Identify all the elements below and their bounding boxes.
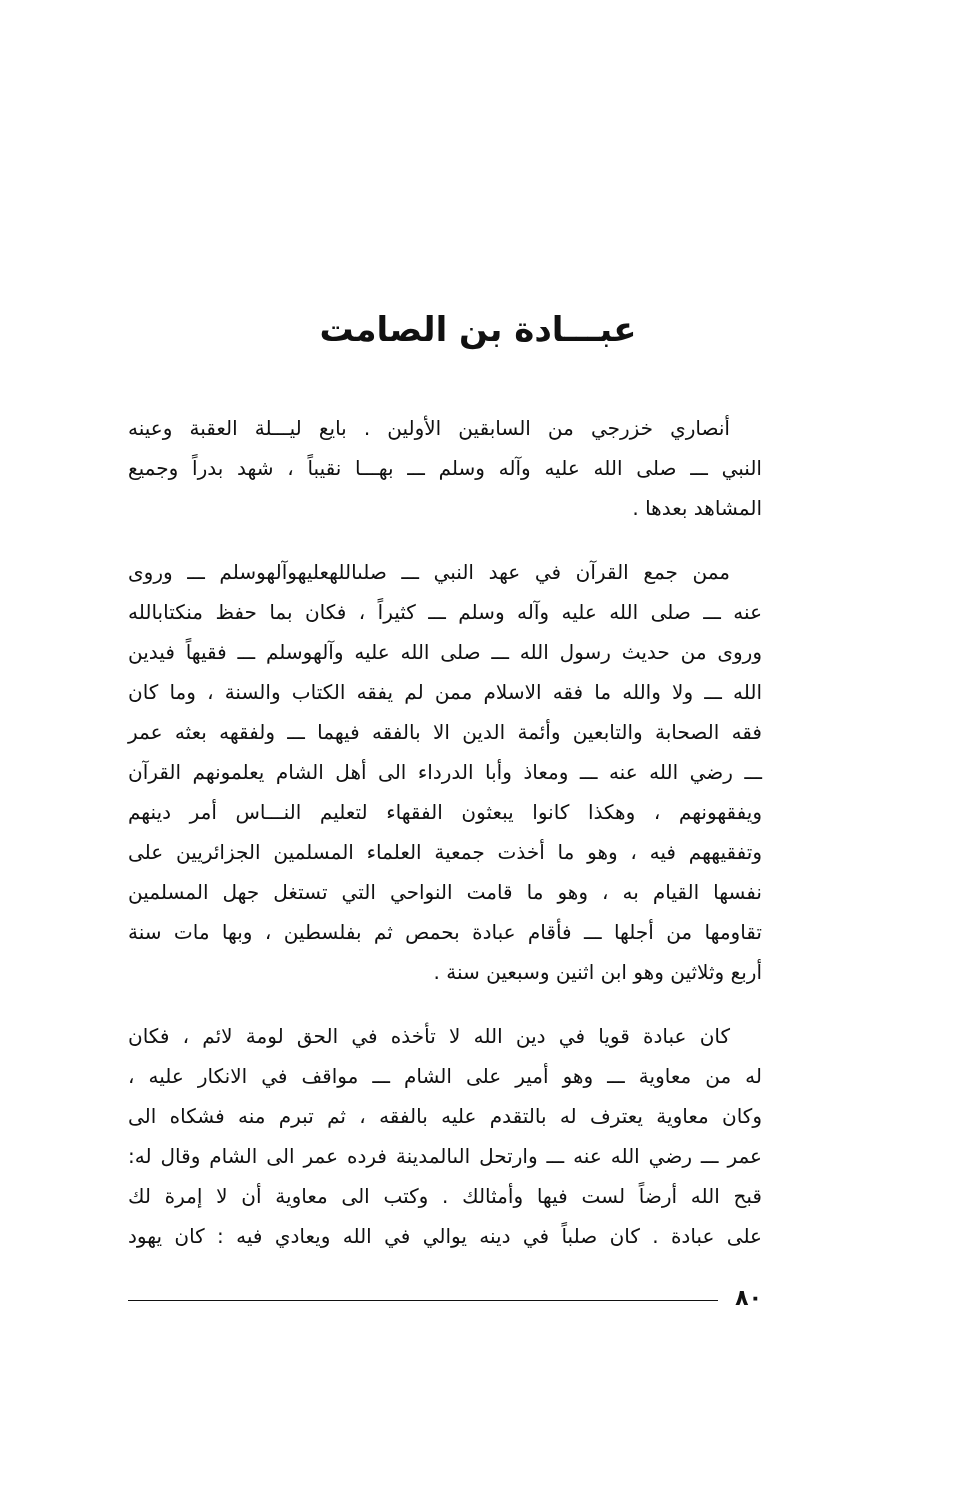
text-line: قبح الله أرضاً لست فيها وأمثالك . وكتب الى معاوية أن لا إمرة لك (128, 1184, 762, 1208)
text-line: أنصاري خزرجي من السابقين الأولين . بايع ليـــلة العقبة وعينه (128, 416, 730, 440)
chapter-body (128, 408, 762, 1280)
page-number: ٨٠ (735, 1286, 762, 1311)
text-line: نفسها القيام به ، وهو ما قامت النواحي التي تستغل جهل المسلمين (128, 880, 762, 904)
text-line: على عبادة . كان صلباً في دينه يوالي في الله ويعادي فيه : كان يهود (128, 1224, 762, 1248)
text-line: وروى من حديث رسول الله ـــ صلى الله عليه وآلهوسلم ـــ فقيهاً فيدين (128, 640, 762, 664)
text-line: ـــ رضي الله عنه ـــ ومعاذ وأبا الدرداء الى أهل الشام يعلمونهم القرآن (128, 760, 762, 784)
text-line: ويفقهونهم ، وهكذا كانوا يبعثون الفقهاء لتعليم النـــاس أمر دينهم (128, 800, 762, 824)
text-line: كان عبادة قويا في دين الله لا تأخذه في الحق لومة لائم ، فكان (128, 1024, 730, 1048)
page-footer (128, 1284, 762, 1314)
paragraph-3 (128, 1016, 762, 1256)
text-line: وكان معاوية يعترف له بالتقدم عليه بالفقه ، ثم تبرم منه فشكاه الى (128, 1104, 762, 1128)
text-line: الله ـــ ولا والله ما فقه الاسلام ممن لم يفقه الكتاب والسنة ، وما كان (128, 680, 762, 704)
text-line: أربع وثلاثين وهو ابن اثنين وسبعين سنة . (433, 960, 762, 984)
text-line: عنه ـــ صلى الله عليه وآله وسلم ـــ كثيراً ، فكان بما حفظ منكتابالله (128, 600, 762, 624)
text-line: له من معاوية ـــ وهو أمير على الشام ـــ مواقف في الانكار عليه ، (128, 1064, 762, 1088)
text-line: عمر ـــ رضي الله عنه ـــ وارتحل الىالمدينة فرده عمر الى الشام وقال له: (128, 1144, 762, 1168)
text-line: النبي ـــ صلى الله عليه وآله وسلم ـــ بهـــا نقيباً ، شهد بدراً وجميع (128, 456, 762, 480)
paragraph-2 (128, 552, 762, 992)
text-line: وتفقيههم فيه ، وهو ما أخذت جمعية العلماء المسلمين الجزائريين على (128, 840, 762, 864)
text-line: ممن جمع القرآن في عهد النبي ـــ صلىاللهعليهوآلهوسلم ـــ وروى (128, 560, 730, 584)
text-line: فقه الصحابة والتابعين وأئمة الدين الا بالفقه فيهما ـــ ولفقهه بعثه عمر (128, 720, 762, 744)
chapter-title: عبـــادة بن الصامت (319, 310, 637, 350)
paragraph-1 (128, 408, 762, 528)
text-line: تقاومها من أجلها ـــ فأقام عبادة بحمص ثم بفلسطين ، وبها مات سنة (128, 920, 762, 944)
text-line: المشاهد بعدها . (632, 496, 762, 520)
footer-rule (128, 1300, 718, 1301)
